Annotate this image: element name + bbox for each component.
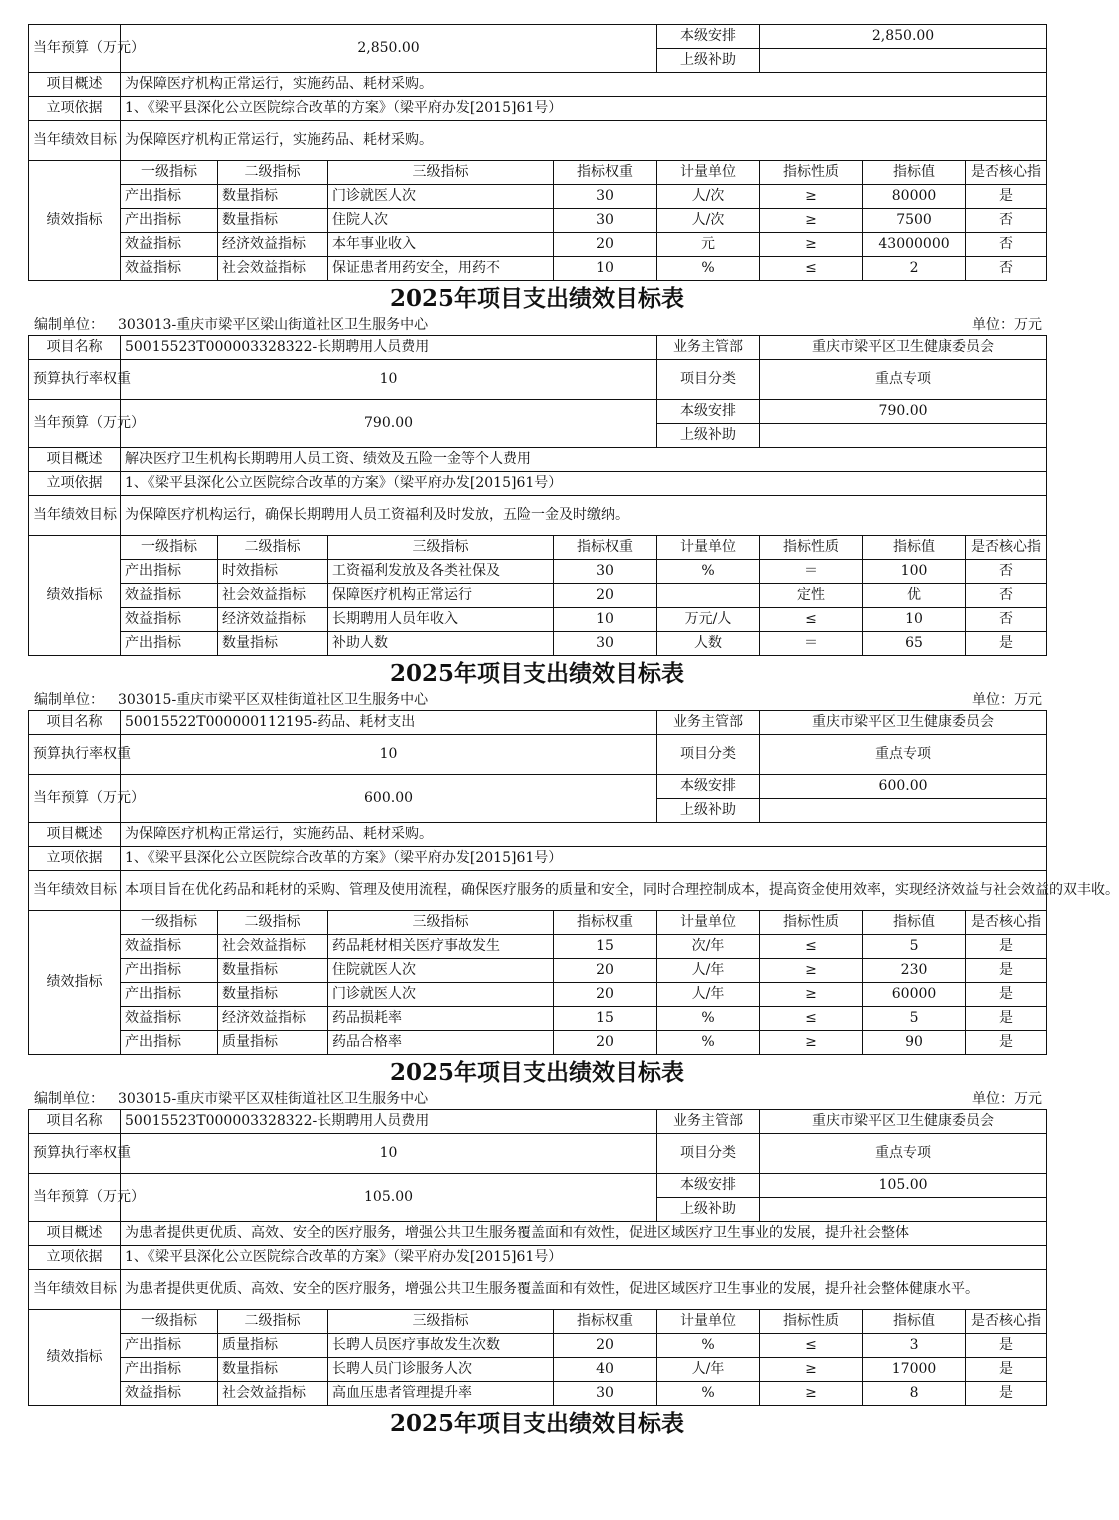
goal-value: 为保障医疗机构正常运行，实施药品、耗材采购。	[121, 121, 1047, 161]
cell-value: 60000	[863, 983, 966, 1007]
unit-label: 单位：万元	[972, 1091, 1042, 1107]
performance-table-2	[28, 335, 1047, 656]
basis-value: 1、《梁平县深化公立医院综合改革的方案》（梁平府办发[2015]61号）	[121, 1246, 1047, 1270]
cell-unit: %	[657, 1031, 760, 1055]
cell-level3: 工资福利发放及各类社保及	[328, 560, 554, 584]
cell-core: 是	[966, 1007, 1047, 1031]
overview-label: 项目概述	[29, 1222, 121, 1246]
cell-level3: 高血压患者管理提升率	[328, 1382, 554, 1406]
overview-value: 为患者提供更优质、高效、安全的医疗服务，增强公共卫生服务覆盖面和有效性，促进区域医疗卫生事业的发展，提升社会整体	[121, 1222, 1047, 1246]
cell-weight: 20	[554, 1031, 657, 1055]
header-nature: 指标性质	[760, 161, 863, 185]
header-nature: 指标性质	[760, 911, 863, 935]
cell-nature: ≥	[760, 959, 863, 983]
cell-unit: 元	[657, 233, 760, 257]
cell-level2: 数量指标	[218, 1358, 328, 1382]
header-weight: 指标权重	[554, 1310, 657, 1334]
cell-unit: %	[657, 560, 760, 584]
header-nature: 指标性质	[760, 1310, 863, 1334]
cell-value: 65	[863, 632, 966, 656]
document-page	[28, 24, 1119, 1440]
goal-value: 本项目旨在优化药品和耗材的采购、管理及使用流程，确保医疗服务的质量和安全，同时合理控制成本，提高资金使用效率，实现经济效益与社会效益的双丰收。	[121, 871, 1047, 911]
cell-value: 80000	[863, 185, 966, 209]
local-value: 105.00	[760, 1174, 1047, 1198]
header-unit: 计量单位	[657, 1310, 760, 1334]
cell-unit: 人/年	[657, 959, 760, 983]
cell-level3: 本年事业收入	[328, 233, 554, 257]
dept-label: 业务主管部	[657, 711, 760, 735]
indicator-row	[29, 560, 1047, 584]
dept-value: 重庆市梁平区卫生健康委员会	[760, 711, 1047, 735]
basis-value: 1、《梁平县深化公立医院综合改革的方案》（梁平府办发[2015]61号）	[121, 97, 1047, 121]
performance-table-3	[28, 710, 1119, 1055]
cell-value: 10	[863, 608, 966, 632]
budget-label: 当年预算（万元）	[29, 25, 121, 73]
cell-weight: 30	[554, 185, 657, 209]
cell-level1: 产出指标	[121, 959, 218, 983]
cell-unit: 人/年	[657, 1358, 760, 1382]
upper-value	[760, 49, 1047, 73]
budget-label: 当年预算（万元）	[29, 775, 121, 823]
cell-value: 230	[863, 959, 966, 983]
cell-weight: 30	[554, 209, 657, 233]
exec-weight-value: 10	[121, 735, 657, 775]
table-meta	[28, 1089, 1046, 1109]
header-core: 是否核心指	[966, 1310, 1047, 1334]
basis-label: 立项依据	[29, 97, 121, 121]
overview-label: 项目概述	[29, 823, 121, 847]
indicator-row	[29, 209, 1047, 233]
cell-level1: 产出指标	[121, 185, 218, 209]
cell-level2: 数量指标	[218, 983, 328, 1007]
exec-weight-label: 预算执行率权重	[29, 735, 121, 775]
project-name-value: 50015523T000003328322-长期聘用人员费用	[121, 1110, 657, 1134]
cell-value: 100	[863, 560, 966, 584]
header-value: 指标值	[863, 911, 966, 935]
category-label: 项目分类	[657, 360, 760, 400]
category-value: 重点专项	[760, 735, 1047, 775]
cell-nature: ≤	[760, 935, 863, 959]
cell-core: 是	[966, 1031, 1047, 1055]
indicator-row	[29, 233, 1047, 257]
goal-label: 当年绩效目标	[29, 871, 121, 911]
cell-core: 是	[966, 632, 1047, 656]
header-level2: 二级指标	[218, 911, 328, 935]
cell-weight: 20	[554, 959, 657, 983]
cell-weight: 30	[554, 560, 657, 584]
overview-value: 为保障医疗机构正常运行，实施药品、耗材采购。	[121, 73, 1047, 97]
header-unit: 计量单位	[657, 161, 760, 185]
local-value: 2,850.00	[760, 25, 1047, 49]
budget-label: 当年预算（万元）	[29, 1174, 121, 1222]
cell-level3: 药品合格率	[328, 1031, 554, 1055]
cell-weight: 10	[554, 608, 657, 632]
cell-weight: 20	[554, 233, 657, 257]
basis-label: 立项依据	[29, 847, 121, 871]
local-value: 600.00	[760, 775, 1047, 799]
goal-value: 为患者提供更优质、高效、安全的医疗服务，增强公共卫生服务覆盖面和有效性，促进区域医疗卫生事业的发展，提升社会整体健康水平。	[121, 1270, 1047, 1310]
cell-level2: 质量指标	[218, 1334, 328, 1358]
exec-weight-label: 预算执行率权重	[29, 360, 121, 400]
indicator-row	[29, 632, 1047, 656]
goal-label: 当年绩效目标	[29, 1270, 121, 1310]
header-level1: 一级指标	[121, 911, 218, 935]
header-unit: 计量单位	[657, 536, 760, 560]
cell-nature: ≤	[760, 257, 863, 281]
project-name-label: 项目名称	[29, 336, 121, 360]
cell-value: 2	[863, 257, 966, 281]
cell-nature: ≤	[760, 1007, 863, 1031]
indicator-row	[29, 1031, 1047, 1055]
header-level2: 二级指标	[218, 536, 328, 560]
upper-value	[760, 799, 1047, 823]
compiler-value: 303015-重庆市梁平区双桂街道社区卫生服务中心	[118, 1091, 429, 1107]
cell-nature: ＝	[760, 632, 863, 656]
budget-value: 105.00	[121, 1174, 657, 1222]
cell-core: 否	[966, 233, 1047, 257]
overview-label: 项目概述	[29, 448, 121, 472]
performance-table-4	[28, 1109, 1047, 1406]
cell-level3: 补助人数	[328, 632, 554, 656]
basis-label: 立项依据	[29, 472, 121, 496]
cell-level1: 效益指标	[121, 257, 218, 281]
table-title: 2025年项目支出绩效目标表	[389, 1410, 684, 1437]
cell-level1: 效益指标	[121, 1382, 218, 1406]
budget-label: 当年预算（万元）	[29, 400, 121, 448]
cell-value: 43000000	[863, 233, 966, 257]
table-meta	[28, 315, 1046, 335]
cell-level3: 住院人次	[328, 209, 554, 233]
category-value: 重点专项	[760, 1134, 1047, 1174]
cell-unit	[657, 584, 760, 608]
cell-value: 5	[863, 1007, 966, 1031]
indicators-label: 绩效指标	[29, 911, 121, 1055]
header-level3: 三级指标	[328, 161, 554, 185]
local-label: 本级安排	[657, 25, 760, 49]
cell-core: 是	[966, 959, 1047, 983]
project-name-value: 50015522T000000112195-药品、耗材支出	[121, 711, 657, 735]
basis-label: 立项依据	[29, 1246, 121, 1270]
cell-unit: 人/次	[657, 209, 760, 233]
goal-label: 当年绩效目标	[29, 121, 121, 161]
cell-nature: ≤	[760, 1334, 863, 1358]
indicators-label: 绩效指标	[29, 161, 121, 281]
basis-value: 1、《梁平县深化公立医院综合改革的方案》（梁平府办发[2015]61号）	[121, 472, 1047, 496]
budget-value: 600.00	[121, 775, 657, 823]
cell-core: 否	[966, 257, 1047, 281]
cell-nature: ≤	[760, 608, 863, 632]
header-weight: 指标权重	[554, 911, 657, 935]
indicator-row	[29, 185, 1047, 209]
cell-level1: 效益指标	[121, 1007, 218, 1031]
compiler-value: 303015-重庆市梁平区双桂街道社区卫生服务中心	[118, 692, 429, 708]
indicator-row	[29, 584, 1047, 608]
cell-nature: ≥	[760, 1382, 863, 1406]
indicator-row	[29, 1358, 1047, 1382]
cell-level3: 长期聘用人员年收入	[328, 608, 554, 632]
cell-level3: 药品损耗率	[328, 1007, 554, 1031]
cell-level1: 产出指标	[121, 1358, 218, 1382]
cell-level3: 门诊就医人次	[328, 983, 554, 1007]
compiler-label: 编制单位：	[34, 692, 104, 708]
indicator-row	[29, 608, 1047, 632]
cell-value: 90	[863, 1031, 966, 1055]
cell-weight: 15	[554, 1007, 657, 1031]
cell-level2: 经济效益指标	[218, 608, 328, 632]
table-meta	[28, 690, 1046, 710]
cell-nature: ≥	[760, 983, 863, 1007]
table-title: 2025年项目支出绩效目标表	[389, 660, 684, 687]
exec-weight-value: 10	[121, 360, 657, 400]
local-label: 本级安排	[657, 775, 760, 799]
cell-weight: 15	[554, 935, 657, 959]
cell-level1: 产出指标	[121, 560, 218, 584]
header-weight: 指标权重	[554, 161, 657, 185]
upper-label: 上级补助	[657, 424, 760, 448]
cell-level3: 保障医疗机构正常运行	[328, 584, 554, 608]
category-label: 项目分类	[657, 1134, 760, 1174]
cell-level3: 药品耗材相关医疗事故发生	[328, 935, 554, 959]
exec-weight-value: 10	[121, 1134, 657, 1174]
indicator-row	[29, 1382, 1047, 1406]
budget-value: 2,850.00	[121, 25, 657, 73]
header-weight: 指标权重	[554, 536, 657, 560]
cell-core: 是	[966, 1358, 1047, 1382]
overview-label: 项目概述	[29, 73, 121, 97]
cell-level2: 数量指标	[218, 959, 328, 983]
cell-level2: 社会效益指标	[218, 584, 328, 608]
performance-table-1	[28, 24, 1047, 281]
header-level3: 三级指标	[328, 536, 554, 560]
cell-nature: ≥	[760, 185, 863, 209]
cell-level1: 产出指标	[121, 1334, 218, 1358]
cell-unit: 人数	[657, 632, 760, 656]
cell-level1: 产出指标	[121, 1031, 218, 1055]
cell-nature: ≥	[760, 1031, 863, 1055]
upper-label: 上级补助	[657, 1198, 760, 1222]
cell-core: 否	[966, 608, 1047, 632]
header-level3: 三级指标	[328, 911, 554, 935]
cell-core: 是	[966, 1334, 1047, 1358]
indicator-row	[29, 257, 1047, 281]
cell-nature: ＝	[760, 560, 863, 584]
cell-level2: 时效指标	[218, 560, 328, 584]
cell-weight: 20	[554, 584, 657, 608]
cell-level2: 社会效益指标	[218, 935, 328, 959]
cell-weight: 40	[554, 1358, 657, 1382]
table-title: 2025年项目支出绩效目标表	[389, 1059, 684, 1086]
cell-core: 是	[966, 185, 1047, 209]
cell-unit: 人/次	[657, 185, 760, 209]
overview-value: 解决医疗卫生机构长期聘用人员工资、绩效及五险一金等个人费用	[121, 448, 1047, 472]
indicators-label: 绩效指标	[29, 536, 121, 656]
cell-level2: 经济效益指标	[218, 233, 328, 257]
unit-label: 单位：万元	[972, 692, 1042, 708]
cell-unit: 人/年	[657, 983, 760, 1007]
exec-weight-label: 预算执行率权重	[29, 1134, 121, 1174]
cell-value: 17000	[863, 1358, 966, 1382]
upper-label: 上级补助	[657, 799, 760, 823]
cell-level3: 长聘人员门诊服务人次	[328, 1358, 554, 1382]
cell-weight: 30	[554, 1382, 657, 1406]
cell-level1: 效益指标	[121, 584, 218, 608]
indicator-row	[29, 1007, 1047, 1031]
upper-label: 上级补助	[657, 49, 760, 73]
project-name-label: 项目名称	[29, 711, 121, 735]
cell-level2: 数量指标	[218, 209, 328, 233]
header-level1: 一级指标	[121, 1310, 218, 1334]
indicator-row	[29, 935, 1047, 959]
local-value: 790.00	[760, 400, 1047, 424]
cell-level1: 产出指标	[121, 209, 218, 233]
header-level2: 二级指标	[218, 161, 328, 185]
cell-weight: 20	[554, 983, 657, 1007]
table-title: 2025年项目支出绩效目标表	[389, 285, 684, 312]
cell-unit: 次/年	[657, 935, 760, 959]
cell-value: 7500	[863, 209, 966, 233]
header-level1: 一级指标	[121, 161, 218, 185]
goal-label: 当年绩效目标	[29, 496, 121, 536]
cell-core: 否	[966, 209, 1047, 233]
upper-value	[760, 1198, 1047, 1222]
cell-nature: ≥	[760, 233, 863, 257]
dept-value: 重庆市梁平区卫生健康委员会	[760, 1110, 1047, 1134]
indicators-label: 绩效指标	[29, 1310, 121, 1406]
cell-nature: 定性	[760, 584, 863, 608]
cell-unit: %	[657, 1382, 760, 1406]
cell-unit: %	[657, 257, 760, 281]
cell-value: 3	[863, 1334, 966, 1358]
goal-value: 为保障医疗机构运行，确保长期聘用人员工资福利及时发放，五险一金及时缴纳。	[121, 496, 1047, 536]
cell-level2: 经济效益指标	[218, 1007, 328, 1031]
header-value: 指标值	[863, 161, 966, 185]
cell-core: 是	[966, 935, 1047, 959]
cell-core: 否	[966, 584, 1047, 608]
cell-weight: 20	[554, 1334, 657, 1358]
header-value: 指标值	[863, 1310, 966, 1334]
indicator-row	[29, 1334, 1047, 1358]
cell-level2: 社会效益指标	[218, 1382, 328, 1406]
dept-label: 业务主管部	[657, 336, 760, 360]
budget-value: 790.00	[121, 400, 657, 448]
cell-core: 是	[966, 1382, 1047, 1406]
local-label: 本级安排	[657, 1174, 760, 1198]
cell-level1: 效益指标	[121, 608, 218, 632]
cell-unit: %	[657, 1007, 760, 1031]
cell-level1: 效益指标	[121, 935, 218, 959]
project-name-value: 50015523T000003328322-长期聘用人员费用	[121, 336, 657, 360]
upper-value	[760, 424, 1047, 448]
cell-level2: 社会效益指标	[218, 257, 328, 281]
dept-value: 重庆市梁平区卫生健康委员会	[760, 336, 1047, 360]
cell-level2: 数量指标	[218, 632, 328, 656]
cell-level3: 保证患者用药安全，用药不	[328, 257, 554, 281]
header-nature: 指标性质	[760, 536, 863, 560]
category-value: 重点专项	[760, 360, 1047, 400]
header-level2: 二级指标	[218, 1310, 328, 1334]
cell-nature: ≥	[760, 1358, 863, 1382]
compiler-label: 编制单位：	[34, 1091, 104, 1107]
header-level1: 一级指标	[121, 536, 218, 560]
header-value: 指标值	[863, 536, 966, 560]
cell-core: 是	[966, 983, 1047, 1007]
cell-level3: 门诊就医人次	[328, 185, 554, 209]
header-level3: 三级指标	[328, 1310, 554, 1334]
header-core: 是否核心指	[966, 536, 1047, 560]
category-label: 项目分类	[657, 735, 760, 775]
cell-nature: ≥	[760, 209, 863, 233]
cell-unit: %	[657, 1334, 760, 1358]
overview-value: 为保障医疗机构正常运行，实施药品、耗材采购。	[121, 823, 1047, 847]
indicator-row	[29, 983, 1047, 1007]
header-core: 是否核心指	[966, 161, 1047, 185]
cell-unit: 万元/人	[657, 608, 760, 632]
indicator-row	[29, 959, 1047, 983]
cell-weight: 30	[554, 632, 657, 656]
basis-value: 1、《梁平县深化公立医院综合改革的方案》（梁平府办发[2015]61号）	[121, 847, 1047, 871]
cell-core: 否	[966, 560, 1047, 584]
cell-value: 8	[863, 1382, 966, 1406]
dept-label: 业务主管部	[657, 1110, 760, 1134]
cell-level1: 效益指标	[121, 233, 218, 257]
compiler-value: 303013-重庆市梁平区梁山街道社区卫生服务中心	[118, 317, 429, 333]
local-label: 本级安排	[657, 400, 760, 424]
cell-level3: 住院就医人次	[328, 959, 554, 983]
cell-value: 优	[863, 584, 966, 608]
cell-level1: 产出指标	[121, 632, 218, 656]
cell-level2: 数量指标	[218, 185, 328, 209]
cell-level2: 质量指标	[218, 1031, 328, 1055]
cell-level3: 长聘人员医疗事故发生次数	[328, 1334, 554, 1358]
cell-weight: 10	[554, 257, 657, 281]
header-unit: 计量单位	[657, 911, 760, 935]
cell-level1: 产出指标	[121, 983, 218, 1007]
cell-value: 5	[863, 935, 966, 959]
project-name-label: 项目名称	[29, 1110, 121, 1134]
header-core: 是否核心指	[966, 911, 1047, 935]
compiler-label: 编制单位：	[34, 317, 104, 333]
unit-label: 单位：万元	[972, 317, 1042, 333]
